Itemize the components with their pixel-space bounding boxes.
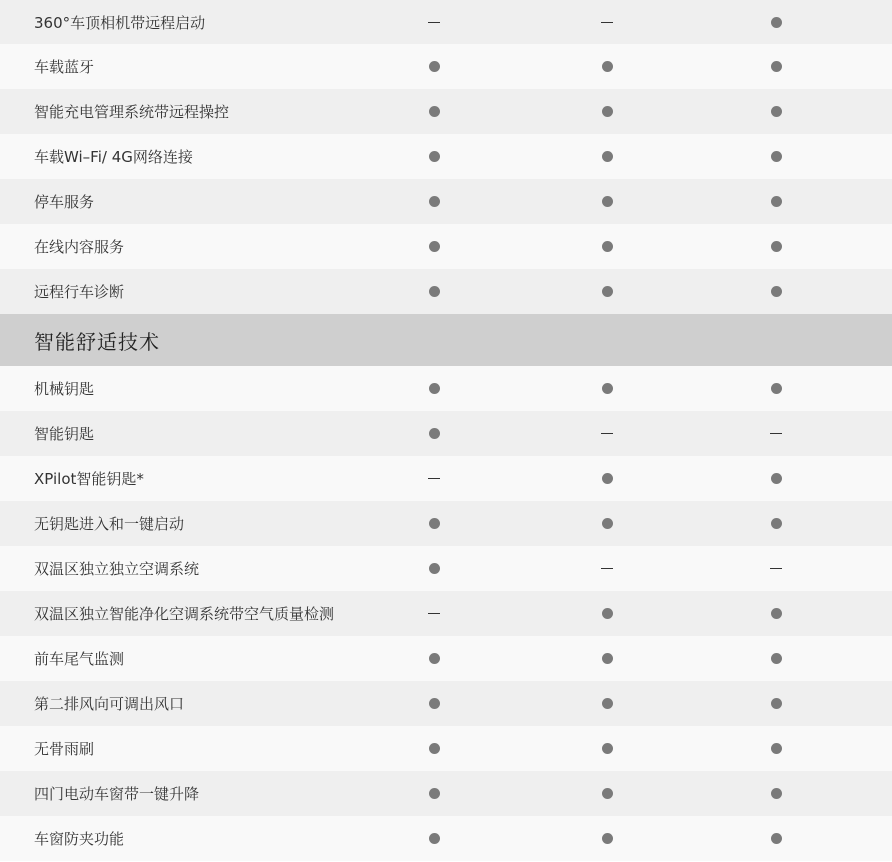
filled-circle-icon (602, 286, 613, 297)
availability-cell (587, 411, 627, 456)
availability-cell (756, 224, 796, 269)
table-row (0, 134, 892, 179)
filled-circle-icon (602, 653, 613, 664)
availability-cell (414, 726, 454, 771)
table-row (0, 366, 892, 411)
filled-circle-icon (429, 833, 440, 844)
dash-icon (770, 568, 782, 569)
filled-circle-icon (602, 61, 613, 72)
filled-circle-icon (771, 286, 782, 297)
filled-circle-icon (771, 241, 782, 252)
filled-circle-icon (771, 833, 782, 844)
table-row (0, 591, 892, 636)
availability-cell (756, 636, 796, 681)
table-row (0, 0, 892, 44)
availability-cell (414, 134, 454, 179)
availability-cell (587, 134, 627, 179)
availability-cell (756, 269, 796, 314)
filled-circle-icon (602, 788, 613, 799)
feature-label: 智能钥匙 (34, 425, 95, 443)
filled-circle-icon (771, 106, 782, 117)
availability-cell (587, 89, 627, 134)
table-row (0, 636, 892, 681)
availability-cell (414, 44, 454, 89)
availability-cell (414, 591, 454, 636)
table-row (0, 179, 892, 224)
filled-circle-icon (429, 241, 440, 252)
filled-circle-icon (771, 653, 782, 664)
availability-cell (414, 456, 454, 501)
availability-cell (756, 456, 796, 501)
availability-cell (756, 179, 796, 224)
availability-cell (587, 816, 627, 861)
filled-circle-icon (771, 698, 782, 709)
availability-cell (587, 0, 627, 44)
availability-cell (756, 134, 796, 179)
feature-label: 前车尾气监测 (34, 650, 125, 668)
availability-cell (587, 269, 627, 314)
filled-circle-icon (771, 383, 782, 394)
feature-label: 无骨雨刷 (34, 740, 95, 758)
availability-cell (587, 591, 627, 636)
availability-cell (414, 269, 454, 314)
table-row (0, 44, 892, 89)
table-row (0, 726, 892, 771)
availability-cell (587, 224, 627, 269)
table-row (0, 681, 892, 726)
filled-circle-icon (602, 151, 613, 162)
filled-circle-icon (602, 241, 613, 252)
feature-group-connectivity (0, 0, 892, 314)
filled-circle-icon (771, 608, 782, 619)
filled-circle-icon (429, 61, 440, 72)
availability-cell (587, 636, 627, 681)
feature-label: 360°车顶相机带远程启动 (34, 13, 206, 32)
filled-circle-icon (771, 17, 782, 28)
filled-circle-icon (771, 788, 782, 799)
availability-cell (587, 681, 627, 726)
availability-cell (587, 501, 627, 546)
filled-circle-icon (602, 698, 613, 709)
availability-cell (587, 771, 627, 816)
availability-cell (587, 546, 627, 591)
availability-cell (414, 546, 454, 591)
availability-cell (756, 771, 796, 816)
table-row (0, 456, 892, 501)
availability-cell (756, 89, 796, 134)
availability-cell (587, 726, 627, 771)
section-title: 智能舒适技术 (34, 329, 160, 354)
filled-circle-icon (429, 698, 440, 709)
filled-circle-icon (602, 473, 613, 484)
dash-icon (770, 433, 782, 434)
dash-icon (428, 613, 440, 614)
filled-circle-icon (429, 428, 440, 439)
table-row (0, 771, 892, 816)
feature-label: 第二排风向可调出风口 (34, 695, 185, 713)
feature-label: 停车服务 (34, 193, 95, 211)
availability-cell (756, 816, 796, 861)
availability-cell (756, 546, 796, 591)
availability-cell (756, 411, 796, 456)
table-row (0, 816, 892, 861)
filled-circle-icon (602, 608, 613, 619)
dash-icon (428, 478, 440, 479)
availability-cell (414, 411, 454, 456)
feature-label: 智能充电管理系统带远程操控 (34, 103, 230, 121)
availability-cell (587, 179, 627, 224)
dash-icon (601, 22, 613, 23)
table-row (0, 546, 892, 591)
filled-circle-icon (429, 151, 440, 162)
availability-cell (756, 681, 796, 726)
feature-label: 车载Wi–Fi/ 4G网络连接 (34, 148, 193, 166)
feature-label: XPilot智能钥匙* (34, 470, 144, 488)
feature-label: 双温区独立智能净化空调系统带空气质量检测 (34, 605, 335, 623)
table-row (0, 269, 892, 314)
availability-cell (414, 0, 454, 44)
filled-circle-icon (429, 788, 440, 799)
availability-cell (414, 89, 454, 134)
availability-cell (587, 456, 627, 501)
availability-cell (756, 44, 796, 89)
availability-cell (414, 179, 454, 224)
availability-cell (756, 501, 796, 546)
availability-cell (414, 501, 454, 546)
filled-circle-icon (602, 743, 613, 754)
filled-circle-icon (602, 106, 613, 117)
table-row (0, 411, 892, 456)
table-row (0, 89, 892, 134)
filled-circle-icon (771, 518, 782, 529)
filled-circle-icon (429, 563, 440, 574)
filled-circle-icon (602, 518, 613, 529)
availability-cell (414, 771, 454, 816)
availability-cell (414, 366, 454, 411)
feature-label: 车载蓝牙 (34, 58, 95, 76)
availability-cell (414, 816, 454, 861)
filled-circle-icon (602, 196, 613, 207)
filled-circle-icon (429, 653, 440, 664)
availability-cell (414, 681, 454, 726)
dash-icon (601, 568, 613, 569)
feature-label: 四门电动车窗带一键升降 (34, 785, 200, 803)
feature-label: 在线内容服务 (34, 238, 125, 256)
availability-cell (587, 44, 627, 89)
dash-icon (428, 22, 440, 23)
table-row (0, 224, 892, 269)
section-header (0, 314, 892, 366)
filled-circle-icon (429, 518, 440, 529)
filled-circle-icon (771, 743, 782, 754)
availability-cell (756, 591, 796, 636)
feature-label: 双温区独立独立空调系统 (34, 560, 200, 578)
feature-label: 车窗防夹功能 (34, 830, 125, 848)
availability-cell (756, 726, 796, 771)
availability-cell (756, 0, 796, 44)
table-row (0, 501, 892, 546)
availability-cell (414, 224, 454, 269)
feature-label: 远程行车诊断 (34, 283, 125, 301)
filled-circle-icon (771, 151, 782, 162)
availability-cell (756, 366, 796, 411)
filled-circle-icon (602, 833, 613, 844)
feature-group-smart-comfort (0, 366, 892, 861)
filled-circle-icon (602, 383, 613, 394)
filled-circle-icon (429, 286, 440, 297)
filled-circle-icon (771, 61, 782, 72)
availability-cell (587, 366, 627, 411)
feature-label: 无钥匙进入和一键启动 (34, 515, 185, 533)
filled-circle-icon (429, 383, 440, 394)
filled-circle-icon (429, 106, 440, 117)
dash-icon (601, 433, 613, 434)
filled-circle-icon (771, 473, 782, 484)
feature-label: 机械钥匙 (34, 380, 95, 398)
availability-cell (414, 636, 454, 681)
filled-circle-icon (429, 743, 440, 754)
filled-circle-icon (429, 196, 440, 207)
filled-circle-icon (771, 196, 782, 207)
